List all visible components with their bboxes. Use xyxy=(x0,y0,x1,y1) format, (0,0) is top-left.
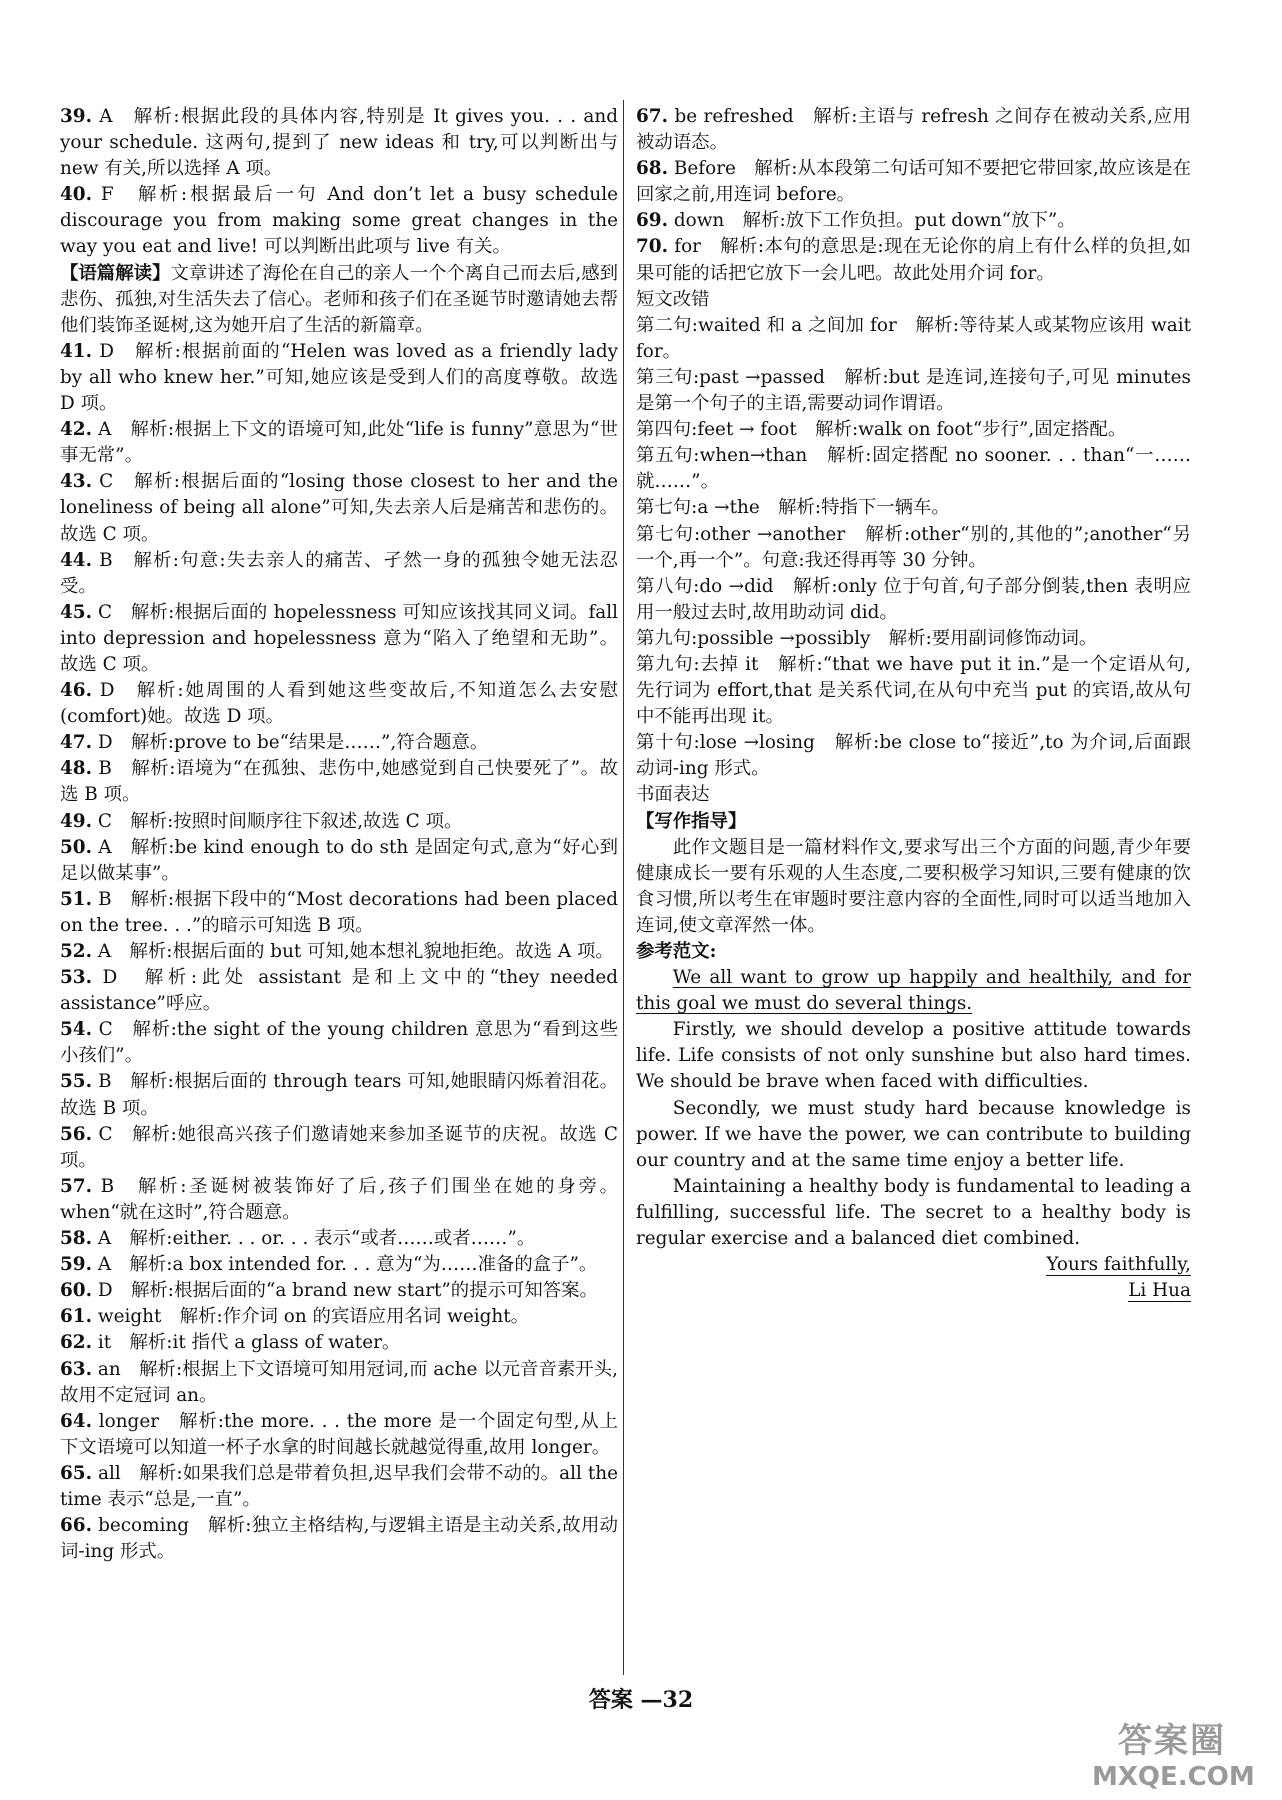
answer-number: 64. xyxy=(60,1410,92,1432)
answer-entry xyxy=(60,548,618,600)
answer-number: 54. xyxy=(60,1019,92,1041)
answer-number: 56. xyxy=(60,1123,92,1145)
answer-entry xyxy=(60,1252,618,1278)
answer-number: 63. xyxy=(60,1358,92,1380)
answer-text: weight 解析:作介词 on 的宾语应用名词 weight。 xyxy=(92,1306,529,1328)
answer-entry xyxy=(636,443,1191,495)
answer-entry xyxy=(60,965,618,1017)
answer-number: 51. xyxy=(60,888,92,910)
answer-number: 49. xyxy=(60,810,92,832)
answer-number: 61. xyxy=(60,1306,92,1328)
answer-entry xyxy=(60,1069,618,1121)
watermark-en: MXQE.COM xyxy=(1092,1762,1255,1792)
essay-paragraph: We all want to grow up happily and healthily, and for this goal we must do several things. xyxy=(636,967,1191,1015)
essay-signature xyxy=(636,1278,1191,1304)
answer-entry xyxy=(60,756,618,808)
answer-text: C 解析:她很高兴孩子们邀请她来参加圣诞节的庆祝。故选 C 项。 xyxy=(60,1123,618,1171)
answer-text: all 解析:如果我们总是带着负担,迟早我们会带不动的。all the time 表示“总是,一直”。 xyxy=(60,1462,618,1510)
answer-entry xyxy=(60,1017,618,1069)
answer-text: C 解析:根据后面的 hopelessness 可知应该找其同义词。fall into depression and hopelessness 意为“陷入了绝望和无助”。故选 C 项。 xyxy=(60,601,618,675)
answer-text: 第三句:past →passed 解析:but 是连词,连接句子,可见 minutes 是第一个句子的主语,需要动词作谓语。 xyxy=(636,366,1191,415)
answer-number: 59. xyxy=(60,1254,92,1276)
answer-number: 40. xyxy=(60,184,92,206)
answer-text: A 解析:a box intended for. . . 意为“为……准备的盒子”。 xyxy=(92,1254,598,1276)
answer-text: 第七句:other →another 解析:other“别的,其他的”;another“另一个,再一个”。句意:我还得再等 30 分钟。 xyxy=(636,523,1191,571)
answer-entry xyxy=(60,1278,618,1304)
answer-entry xyxy=(60,678,618,730)
answer-number: 67. xyxy=(636,106,668,127)
answer-entry xyxy=(60,809,618,835)
answer-entry xyxy=(60,1409,618,1461)
answer-number: 46. xyxy=(60,680,92,702)
answer-text: 第七句:a →the 解析:特指下一辆车。 xyxy=(636,497,950,519)
essay-paragraph: Maintaining a healthy body is fundamental to leading a fulfilling, successful life. The secret to a healthy body is regular exercise and a balanced diet combined. xyxy=(636,1175,1191,1250)
answer-text: D 解析:根据前面的“Helen was loved as a friendly lady by all who knew her.”可知,她应该是受到人们的高度尊敬。故选 D 项。 xyxy=(60,340,618,415)
essay-paragraph: Secondly, we must study hard because knowledge is power. If we have the power, we can contribute to building our country and at the same time enjoy a better life. xyxy=(636,1097,1191,1171)
answer-entry xyxy=(636,417,1191,443)
answer-number: 60. xyxy=(60,1280,92,1302)
answer-entry xyxy=(60,1330,618,1356)
answer-text: B 解析:圣诞树被装饰好了后,孩子们围坐在她的身旁。when“就在这时”,符合题意。 xyxy=(60,1175,618,1223)
answer-entry xyxy=(636,287,1191,313)
left-column xyxy=(60,104,618,1565)
answer-entry xyxy=(60,887,618,939)
answer-number: 50. xyxy=(60,836,92,858)
answer-entry xyxy=(636,365,1191,417)
closing-text: Yours faithfully, xyxy=(1046,1254,1191,1276)
writing-guide-heading: 【写作指导】 xyxy=(636,810,747,832)
answer-entry xyxy=(60,1461,618,1513)
page-footer: 答案 —32 xyxy=(588,1687,694,1713)
answer-text: A 解析:根据此段的具体内容,特别是 It gives you. . . and your schedule. 这两句,提到了 new ideas 和 try,可以判断出与 new 有关,所以选择 A 项。 xyxy=(60,106,618,180)
answer-entry xyxy=(636,156,1191,208)
watermark-logo xyxy=(1092,1713,1255,1792)
signature-text: Li Hua xyxy=(1128,1280,1191,1302)
answer-entry xyxy=(60,469,618,547)
answer-text: 书面表达 xyxy=(636,784,710,806)
answer-entry xyxy=(60,1513,618,1565)
answer-number: 41. xyxy=(60,340,92,362)
answer-entry xyxy=(636,234,1191,286)
answer-text: D 解析:她周围的人看到她这些变故后,不知道怎么去安慰(comfort)她。故选 D 项。 xyxy=(60,680,618,728)
answer-entry xyxy=(636,313,1191,365)
essay-closing xyxy=(636,1252,1191,1278)
answer-entry xyxy=(636,626,1191,652)
answer-text: C 解析:the sight of the young children 意思为“看到这些小孩们”。 xyxy=(60,1019,618,1067)
answer-number: 58. xyxy=(60,1228,92,1250)
answer-number: 45. xyxy=(60,601,92,623)
answer-text: A 解析:根据后面的 but 可知,她本想礼貌地拒绝。故选 A 项。 xyxy=(92,941,614,962)
right-column xyxy=(636,104,1191,1304)
watermark-cn: 答案圈 xyxy=(1118,1721,1226,1761)
answer-text: 第九句:去掉 it 解析:“that we have put it in.”是一个定语从句,先行词为 effort,that 是关系代词,在从句中充当 put 的宾语,故从句中不能再出现 it。 xyxy=(636,653,1191,728)
answer-text: 第二句:waited 和 a 之间加 for 解析:等待某人或某物应该用 wait for。 xyxy=(636,314,1191,362)
answer-text: D 解析:prove to be“结果是……”,符合题意。 xyxy=(92,732,489,754)
answer-text: A 解析:be kind enough to do sth 是固定句式,意为“好心到足以做某事”。 xyxy=(60,836,618,884)
answer-entry xyxy=(60,730,618,756)
answer-number: 39. xyxy=(60,106,92,127)
answer-entry xyxy=(636,730,1191,782)
answer-number: 【语篇解读】 xyxy=(60,262,171,284)
answer-text: D 解析:根据后面的“a brand new start”的提示可知答案。 xyxy=(92,1280,598,1302)
answer-entry xyxy=(60,835,618,887)
answer-entry xyxy=(60,939,618,965)
answer-entry xyxy=(60,182,618,260)
answer-text: C 解析:根据后面的“losing those closest to her and the loneliness of being all alone”可知,失去亲人后是痛苦和悲伤的。故选 C 项。 xyxy=(60,471,618,545)
answer-entry xyxy=(636,782,1191,808)
answer-number: 57. xyxy=(60,1175,92,1197)
answer-number: 44. xyxy=(60,549,92,571)
answer-number: 48. xyxy=(60,758,92,780)
answer-text: down 解析:放下工作负担。put down“放下”。 xyxy=(668,210,1076,232)
answer-text: becoming 解析:独立主格结构,与逻辑主语是主动关系,故用动词-ing 形式。 xyxy=(60,1515,618,1563)
answer-entry xyxy=(636,495,1191,521)
answer-entry xyxy=(636,208,1191,234)
answer-entry xyxy=(60,600,618,678)
answer-number: 65. xyxy=(60,1462,92,1484)
answer-text: B 解析:语境为“在孤独、悲伤中,她感觉到自己快要死了”。故选 B 项。 xyxy=(60,758,618,806)
answer-number: 55. xyxy=(60,1071,92,1093)
answer-text: for 解析:本句的意思是:现在无论你的肩上有什么样的负担,如果可能的话把它放下一会儿吧。故此处用介词 for。 xyxy=(636,236,1191,284)
answer-entry xyxy=(636,652,1191,730)
essay-paragraph: Firstly, we should develop a positive attitude towards life. Life consists of not only sunshine but also hard times. We should be brave when faced with difficulties. xyxy=(636,1019,1191,1093)
answer-entry xyxy=(60,1122,618,1174)
answer-number: 43. xyxy=(60,471,92,493)
answer-list-right xyxy=(636,104,1191,809)
answer-text: B 解析:句意:失去亲人的痛苦、孑然一身的孤独令她无法忍受。 xyxy=(60,549,618,597)
answer-text: 短文改错 xyxy=(636,288,710,310)
answer-text: C 解析:按照时间顺序往下叙述,故选 C 项。 xyxy=(92,810,463,832)
answer-number: 70. xyxy=(636,236,668,258)
answer-entry xyxy=(636,522,1191,574)
answer-text: 第八句:do →did 解析:only 位于句首,句子部分倒装,then 表明应用一般过去时,故用助动词 did。 xyxy=(636,575,1191,623)
answer-text: B 解析:根据后面的 through tears 可知,她眼睛闪烁着泪花。故选 B 项。 xyxy=(60,1071,618,1119)
answer-entry xyxy=(60,1174,618,1226)
answer-number: 62. xyxy=(60,1332,92,1354)
answer-text: A 解析:根据上下文的语境可知,此处“life is funny”意思为“世事无常”。 xyxy=(60,419,618,467)
sample-essay xyxy=(636,965,1191,1252)
answer-text: be refreshed 解析:主语与 refresh 之间存在被动关系,应用被动语态。 xyxy=(636,106,1191,154)
answer-entry xyxy=(60,104,618,182)
answer-number: 47. xyxy=(60,732,92,754)
answer-text: A 解析:either. . . or. . . 表示“或者……或者……”。 xyxy=(92,1228,536,1250)
answer-text: D 解析:此处 assistant 是和上文中的“they needed assistance”呼应。 xyxy=(60,967,618,1015)
answer-entry xyxy=(60,417,618,469)
answer-text: F 解析:根据最后一句 And don’t let a busy schedule discourage you from making some great changes in the way you eat and live! 可以判断出此项与 live 有关。 xyxy=(60,184,618,258)
answer-text: 第九句:possible →possibly 解析:要用副词修饰动词。 xyxy=(636,627,1098,649)
answer-entry xyxy=(60,261,618,339)
answer-text: B 解析:根据下段中的“Most decorations had been placed on the tree. . .”的暗示可知选 B 项。 xyxy=(60,888,618,936)
answer-text: 第四句:feet → foot 解析:walk on foot“步行”,固定搭配。 xyxy=(636,419,1127,441)
answer-entry xyxy=(636,574,1191,626)
answer-text: 文章讲述了海伦在自己的亲人一个个离自己而去后,感到悲伤、孤独,对生活失去了信心。老师和孩子们在圣诞节时邀请她去帮他们装饰圣诞树,这为她开启了生活的新篇章。 xyxy=(60,262,618,336)
writing-section xyxy=(636,809,1191,1305)
answer-text: an 解析:根据上下文语境可知用冠词,而 ache 以元音音素开头,故用不定冠词 an。 xyxy=(60,1358,618,1406)
answer-entry xyxy=(60,1357,618,1409)
answer-number: 68. xyxy=(636,158,668,180)
answer-number: 66. xyxy=(60,1515,92,1537)
answer-text: Before 解析:从本段第二句话可知不要把它带回家,故应该是在回家之前,用连词 before。 xyxy=(636,158,1191,206)
answer-text: it 解析:it 指代 a glass of water。 xyxy=(92,1332,401,1354)
answer-number: 42. xyxy=(60,419,92,441)
answer-text: longer 解析:the more. . . the more 是一个固定句型,从上下文语境可以知道一杯子水拿的时间越长就越觉得重,故用 longer。 xyxy=(60,1410,618,1458)
answer-text: 第十句:lose →losing 解析:be close to“接近”,to 为介词,后面跟动词-ing 形式。 xyxy=(636,732,1191,780)
answer-entry xyxy=(60,339,618,417)
writing-guide-text: 此作文题目是一篇材料作文,要求写出三个方面的问题,青少年要健康成长一要有乐观的人生态度,二要积极学习知识,三要有健康的饮食习惯,所以考生在审题时要注意内容的全面性,同时可以适当地加入连词,使文章浑然一体。 xyxy=(636,836,1191,936)
column-divider xyxy=(623,100,624,1675)
answer-entry xyxy=(636,104,1191,156)
answer-number: 69. xyxy=(636,210,668,232)
answer-entry xyxy=(60,1226,618,1252)
answer-number: 53. xyxy=(60,967,92,989)
answer-entry xyxy=(60,1304,618,1330)
answer-number: 52. xyxy=(60,941,92,962)
answer-text: 第五句:when→than 解析:固定搭配 no sooner. . . than“一……就……”。 xyxy=(636,445,1191,493)
sample-essay-label: 参考范文: xyxy=(636,941,717,962)
